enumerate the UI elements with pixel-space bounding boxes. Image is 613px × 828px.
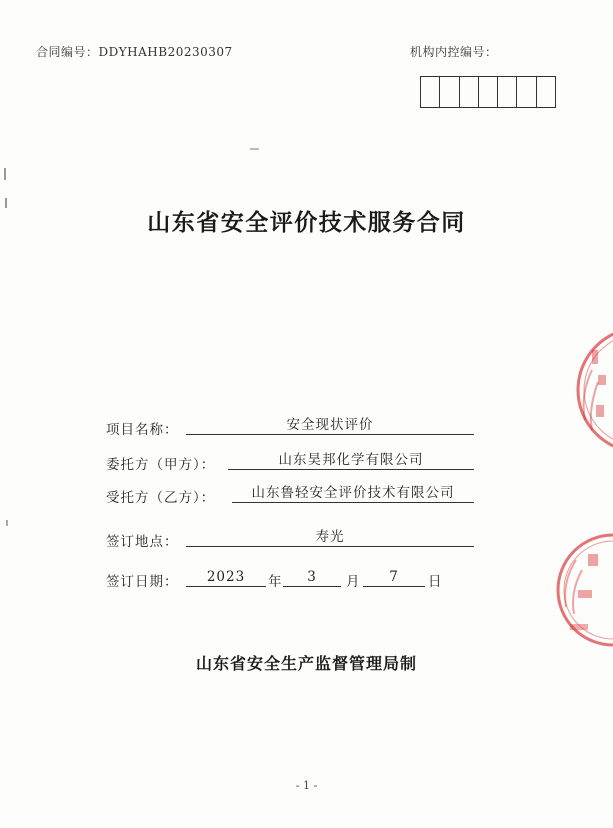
page-number: - 1 - (295, 779, 318, 792)
seal-stamp (548, 532, 613, 647)
client-value: 山东昊邦化学有限公司 (228, 451, 474, 470)
signing-month: 3 (283, 568, 341, 587)
contract-number-value: DDYHAHB20230307 (98, 45, 233, 59)
code-box (421, 77, 440, 107)
contract-number-label: 合同编号： (36, 45, 99, 59)
project-name-value: 安全现状评价 (186, 416, 474, 435)
contract-number (36, 43, 233, 60)
signing-place-label: 签订地点： (106, 534, 179, 550)
month-unit: 月 (346, 574, 361, 590)
project-name-label: 项目名称： (106, 422, 179, 438)
code-box (517, 77, 536, 107)
code-box (537, 77, 555, 107)
signing-place-value: 寿光 (186, 528, 474, 547)
contractor-label: 受托方（乙方）： (106, 490, 216, 506)
scan-mark (6, 520, 8, 526)
issuer: 山东省安全生产监督管理局制 (195, 654, 417, 673)
code-box (440, 77, 459, 107)
code-box (460, 77, 479, 107)
scan-mark (250, 148, 259, 150)
signing-year: 2023 (186, 568, 266, 587)
signing-date-label: 签订日期： (106, 574, 179, 590)
internal-code-boxes (420, 76, 556, 108)
day-unit: 日 (428, 574, 443, 590)
document-title: 山东省安全评价技术服务合同 (147, 209, 466, 236)
code-box (479, 77, 498, 107)
contractor-value: 山东鲁轻安全评价技术有限公司 (232, 484, 474, 503)
code-box (498, 77, 517, 107)
seal-stamp (540, 320, 613, 460)
signing-day: 7 (363, 568, 425, 587)
internal-code-label: 机构内控编号： (410, 45, 498, 59)
scan-mark (4, 168, 6, 180)
year-unit: 年 (268, 574, 283, 590)
client-label: 委托方（甲方）： (106, 457, 216, 473)
